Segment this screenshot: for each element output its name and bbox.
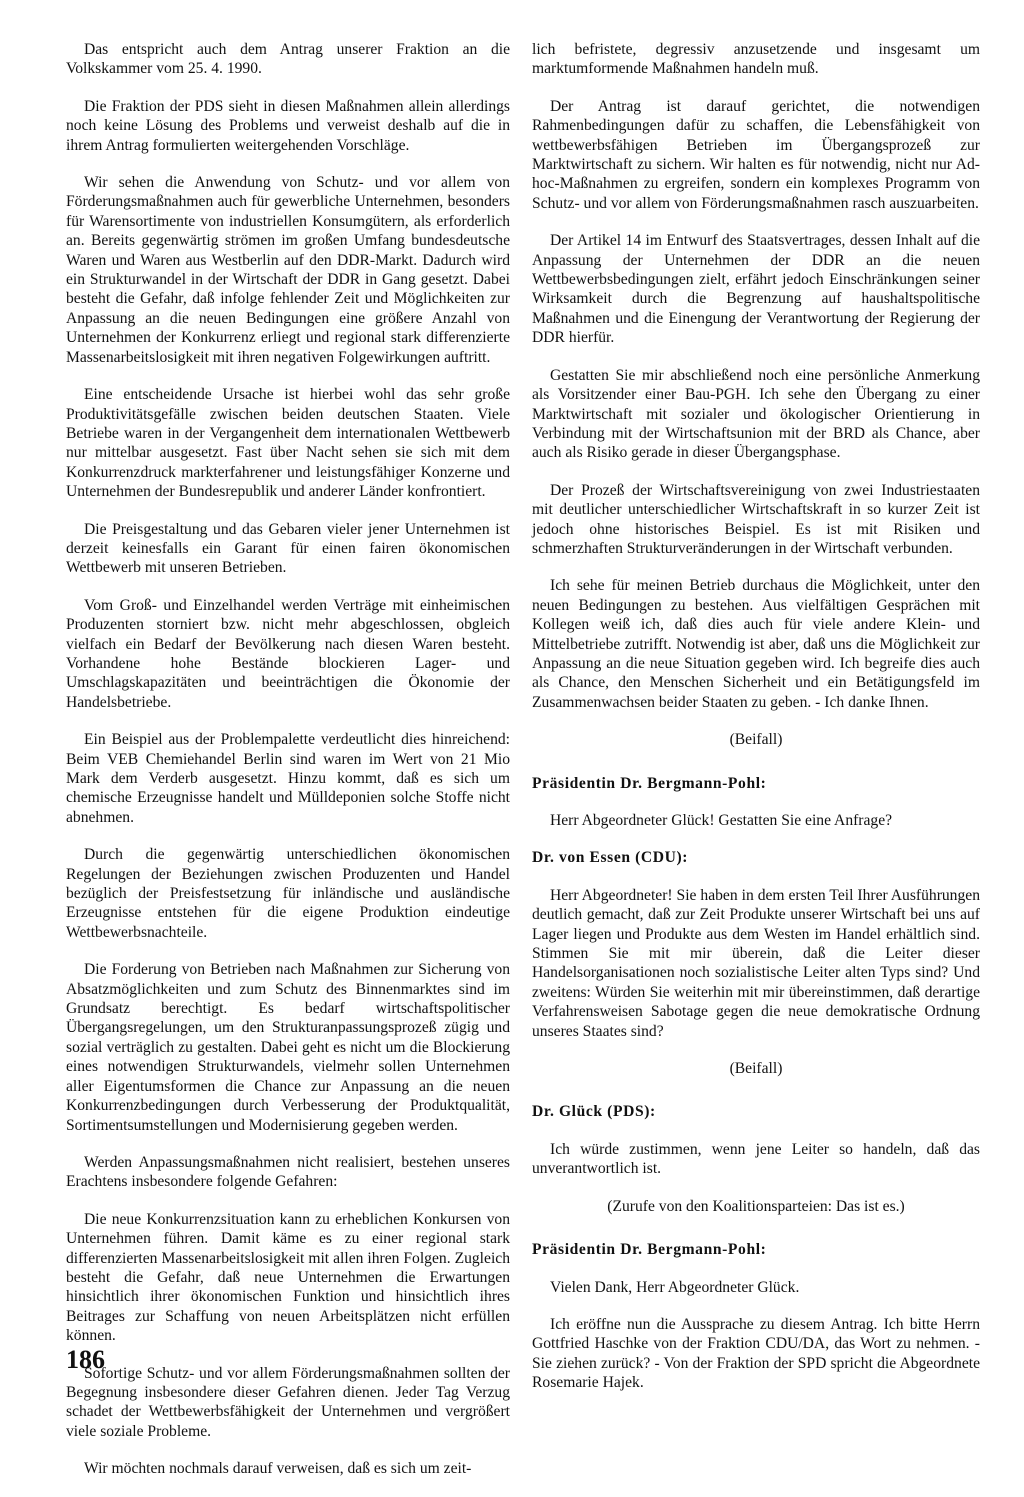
paragraph: Ich sehe für meinen Betrieb durchaus die Möglichkeit, unter den neuen Bedingungen zu bestehen. Aus vielfältigen Gesprächen mit Kollegen weiß ich, daß dies auch für viele andere Klein- und Mittelbetriebe zutrifft. Notwendig ist aber, daß uns die Möglichkeit zur Anpassung an die neue Situation gegeben wird. Ich begreife dies auch als Chance, den Menschen Sicherheit und ein Betätigungsfeld im Zusammenwachsen beider Staaten zu geben. - Ich danke Ihnen.	[532, 577, 980, 711]
paragraph: Ich eröffne nun die Aussprache zu diesem Antrag. Ich bitte Herrn Gottfried Haschke von der Fraktion CDU/DA, das Wort zu nehmen. - Sie ziehen zurück? - Von der Fraktion der SPD spricht die Abgeordnete Rosemarie Hajek.	[532, 1315, 980, 1392]
page-number: 186	[66, 1345, 105, 1374]
speaker-heading: Präsidentin Dr. Bergmann-Pohl:	[532, 1241, 767, 1259]
paragraph: Wir sehen die Anwendung von Schutz- und vor allem von Förderungsmaßnahmen auch für gewerbliche Unternehmen, besonders für Warensortimente von industriellen Konsumgütern, als erforderlich an. Bereits gegenwärtig strömen im großen Umfang bundesdeutsche Waren und Waren aus Westberlin auf den DDR-Markt. Dadurch wird ein Strukturwandel in der Wirtschaft der DDR in Gang gesetzt. Dabei besteht die Gefahr, daß infolge fehlender Zeit und Möglichkeiten zur Anpassung an die neuen Bedingungen eine größere Anzahl von Unternehmen der Konkurrenz erliegt und regional stark differenzierte Massenarbeitslosigkeit mit ihren negativen Folgewirkungen auftritt.	[66, 174, 510, 366]
paragraph: Die Forderung von Betrieben nach Maßnahmen zur Sicherung von Absatzmöglichkeiten und zum Schutz des Binnenmarktes sind im Grundsatz berechtigt. Es bedarf wirtschaftspolitischer Übergangsregelungen, um den Strukturanpassungsprozeß zügig und sozial verträglich zu gestalten. Dabei geht es nicht um die Blockierung eines notwendigen Strukturwandels, vielmehr sollen Unternehmen aller Eigentumsformen die Chance zur Anpassung an die neuen Konkurrenzbedingungen durch Verbesserung der Produktqualität, Sortimentsumstellungen und Modernisierung gegeben werden.	[66, 961, 510, 1134]
paragraph: Gestatten Sie mir abschließend noch eine persönliche Anmerkung als Vorsitzender einer Bau-PGH. Ich sehe den Übergang zu einer Marktwirtschaft mit sozialer und ökologischer Orientierung in Verbindung mit der Wirtschaftsunion mit der BRD als Chance, aber auch als Risiko gerade in dieser Übergangsphase.	[532, 366, 980, 462]
paragraph: Die neue Konkurrenzsituation kann zu erheblichen Konkursen von Unternehmen führen. Damit käme es zu einer regional stark differenzierten Massenarbeitslosigkeit mit allen ihren Folgen. Zugleich besteht die Gefahr, daß neue Unternehmen die Erwartungen hinsichtlich ihrer ökonomischen Funktion und hinsichtlich ihres Beitrages zur Schaffung von neuen Arbeitsplätzen nicht erfüllen können.	[66, 1210, 510, 1345]
speaker-heading: Dr. Glück (PDS):	[532, 1103, 656, 1121]
paragraph: Der Antrag ist darauf gerichtet, die notwendigen Rahmenbedingungen dafür zu schaffen, die Lebensfähigkeit von wettbewerbsfähigen Betrieben im Übergangsprozeß zur Marktwirtschaft zu sichern. Wir halten es für notwendig, nicht nur Ad-hoc-Maßnahmen zu ergreifen, sondern ein komplexes Programm von Schutz- und vor allem von Förderungsmaßnahmen rasch auszuarbeiten.	[532, 97, 980, 212]
paragraph: Wir möchten nochmals darauf verweisen, daß es sich um zeit-	[84, 1460, 472, 1478]
speaker-heading: Präsidentin Dr. Bergmann-Pohl:	[532, 774, 767, 792]
paragraph: Der Artikel 14 im Entwurf des Staatsvertrages, dessen Inhalt auf die Anpassung der Unternehmen der DDR an die neuen Wettbewerbsbedingungen zielt, erfährt jedoch Einschränkungen seiner Wirksamkeit durch die Begrenzung auf haushaltspolitische Maßnahmen und die Einengung der Verantwortung der Regierung der DDR hierfür.	[532, 232, 980, 347]
paragraph: Werden Anpassungsmaßnahmen nicht realisiert, bestehen unseres Erachtens insbesondere folgende Gefahren:	[66, 1153, 510, 1191]
paragraph: Eine entscheidende Ursache ist hierbei wohl das sehr große Produktivitätsgefälle zwischen beiden deutschen Staaten. Viele Betriebe waren in der Vergangenheit dem internationalen Wettbewerb nur mittelbar ausgesetzt. Fast über Nacht sehen sie sich mit dem Konkurrenzdruck markterfahrener und leistungsfähiger Konzerne und Unternehmen der Bundesrepublik und anderer Länder konfrontiert.	[66, 386, 510, 501]
paragraph: Herr Abgeordneter Glück! Gestatten Sie eine Anfrage?	[550, 812, 893, 829]
paragraph: Die Fraktion der PDS sieht in diesen Maßnahmen allein allerdings noch keine Lösung des Problems und verweist deshalb auf die in ihrem Antrag formulierten weitergehenden Vorschläge.	[66, 97, 510, 154]
left-column	[66, 40, 510, 1497]
paragraph: Durch die gegenwärtig unterschiedlichen ökonomischen Regelungen der Beziehungen zwischen Produzenten und Handel bezüglich der Preisfestsetzung für inländische und ausländische Erzeugnisse entstehen für die eigene Produktion eindeutige Wettbewerbsnachteile.	[66, 846, 510, 941]
paragraph: Herr Abgeordneter! Sie haben in dem ersten Teil Ihrer Ausführungen deutlich gemacht, daß zur Zeit Produkte unserer Wirtschaft bei uns auf Lager liegen und Produkte aus dem Westen im Handel erhältlich sind. Stimmen Sie mit mir überein, daß die Leiter dieser Handelsorganisationen noch sozialistische Leiter alten Typs sind? Und zweitens: Würden Sie weiterhin mit mir übereinstimmen, daß derartige Verfahrensweisen Sabotage gegen die neue demokratische Ordnung unseres Staates sind?	[532, 886, 980, 1040]
paragraph: Das entspricht auch dem Antrag unserer Fraktion an die Volkskammer vom 25. 4. 1990.	[66, 41, 510, 78]
paragraph: Vom Groß- und Einzelhandel werden Verträge mit einheimischen Produzenten storniert bzw. nicht mehr abgeschlossen, obgleich vielfach ein Bedarf der Bevölkerung nach diesen Waren besteht. Vorhandene hohe Bestände blockieren Lager- und Umschlagskapazitäten und beeinträchtigen die Ökonomie der Handelsbetriebe.	[66, 596, 510, 711]
paragraph: Sofortige Schutz- und vor allem Förderungsmaßnahmen sollten der Begegnung insbesondere dieser Gefahren dienen. Jeder Tag Verzug schadet der Wettbewerbsfähigkeit der Unternehmen und vergrößert viele soziale Probleme.	[66, 1364, 510, 1440]
speaker-heading: Dr. von Essen (CDU):	[532, 849, 689, 867]
paragraph: Ein Beispiel aus der Problempalette verdeutlicht dies hinreichend: Beim VEB Chemiehandel Berlin sind waren im Wert von 21 Mio Mark dem Verderb ausgesetzt. Hinzu kommt, daß es sich um chemische Erzeugnisse handelt und Mülldeponien solche Stoffe nicht abnehmen.	[66, 731, 510, 826]
paragraph: lich befristete, degressiv anzusetzende und insgesamt um marktumformende Maßnahmen handeln muß.	[532, 41, 980, 78]
interjection: (Beifall)	[729, 1060, 783, 1078]
interjection: (Zurufe von den Koalitionsparteien: Das ist es.)	[607, 1197, 905, 1215]
paragraph: Der Prozeß der Wirtschaftsvereinigung von zwei Industriestaaten mit deutlicher unterschiedlicher Wirtschaftskraft in so kurzer Zeit ist jedoch ohne historisches Beispiel. Es ist mit Risiken und schmerzhaften Strukturveränderungen in der Wirtschaft verbunden.	[532, 481, 980, 557]
right-column	[532, 40, 980, 1411]
interjection: (Beifall)	[729, 731, 783, 749]
paragraph: Vielen Dank, Herr Abgeordneter Glück.	[550, 1278, 800, 1296]
paragraph: Die Preisgestaltung und das Gebaren vieler jener Unternehmen ist derzeit keinesfalls ein Garant für einen fairen ökonomischen Wettbewerb mit unseren Betrieben.	[66, 520, 510, 577]
paragraph: Ich würde zustimmen, wenn jene Leiter so handeln, daß das unverantwortlich ist.	[532, 1140, 980, 1178]
